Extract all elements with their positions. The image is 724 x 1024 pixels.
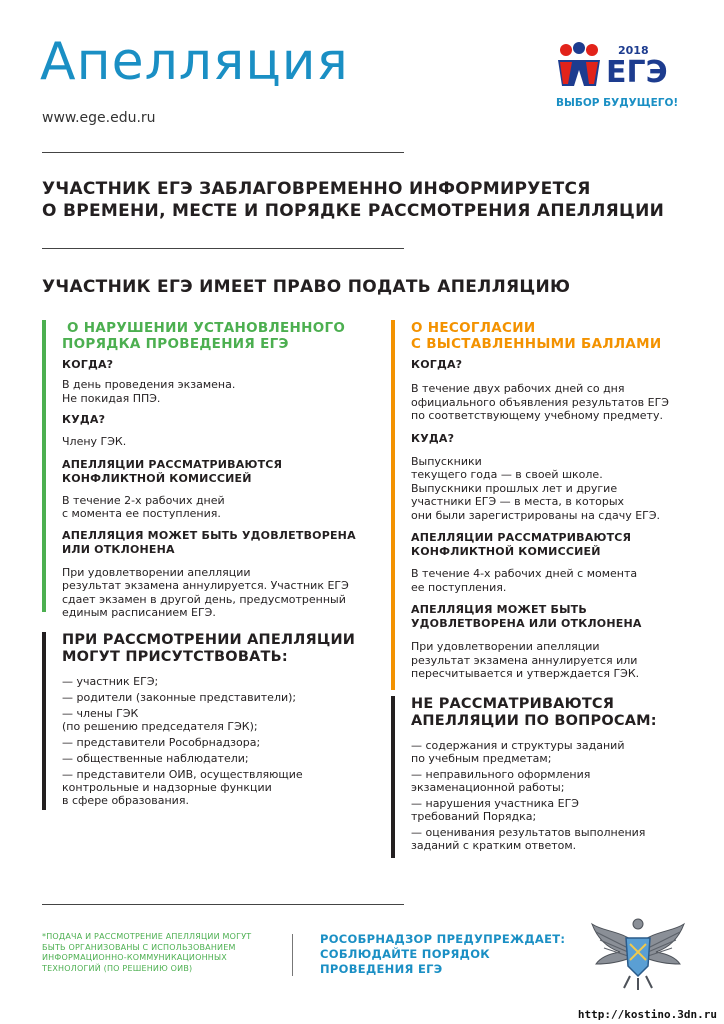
not-reviewed-section <box>411 696 711 852</box>
left-where-label: КУДА? <box>62 413 106 426</box>
ege-logo <box>556 40 686 112</box>
left-where-text: Члену ГЭК. <box>62 435 127 448</box>
page-title: Апелляция <box>40 32 349 92</box>
not-reviewed-accent-bar <box>391 696 395 858</box>
ict-footnote: *ПОДАЧА И РАССМОТРЕНИЕ АПЕЛЛЯЦИИ МОГУТ БЫТЬ ОРГАНИЗОВАНЫ С ИСПОЛЬЗОВАНИЕМ ИНФОРМАЦИОННО-КОММУНИКАЦИОННЫХ ТЕХНОЛОГИЙ (ПО РЕШЕНИЮ ОИВ) <box>42 932 252 973</box>
right-outcome-label: АПЕЛЛЯЦИЯ МОЖЕТ БЫТЬ УДОВЛЕТВОРЕНА ИЛИ ОТКЛОНЕНА <box>411 603 642 630</box>
info-heading: УЧАСТНИК ЕГЭ ЗАБЛАГОВРЕМЕННО ИНФОРМИРУЕТСЯ О ВРЕМЕНИ, МЕСТЕ И ПОРЯДКЕ РАССМОТРЕНИЯ АПЕЛЛЯЦИИ <box>42 179 665 221</box>
rosobrnadzor-emblem-icon <box>590 914 686 994</box>
score-title: О НЕСОГЛАСИИ С ВЫСТАВЛЕННЫМИ БАЛЛАМИ <box>411 320 662 352</box>
score-appeal-section <box>411 320 711 681</box>
left-outcome-text: При удовлетворении апелляции результат экзамена аннулируется. Участник ЕГЭ сдает экзамен в другой день, предусмотренный единым расписанием ЕГЭ. <box>62 565 349 619</box>
list-item: — неправильного оформления экзаменационной работы; <box>411 768 591 794</box>
right-accent-bar <box>391 320 395 690</box>
logo-brand: ЕГЭ <box>606 55 668 90</box>
footer-divider <box>42 904 404 905</box>
list-item: — нарушения участника ЕГЭ требований Порядка; <box>411 797 579 823</box>
attendees-section <box>62 632 362 807</box>
list-item: — представители Рособрнадзора; <box>62 736 261 749</box>
not-reviewed-title: НЕ РАССМАТРИВАЮТСЯ АПЕЛЛЯЦИИ ПО ВОПРОСАМ: <box>411 696 657 729</box>
right-when-label: КОГДА? <box>411 358 463 371</box>
right-heading: УЧАСТНИК ЕГЭ ИМЕЕТ ПРАВО ПОДАТЬ АПЕЛЛЯЦИЮ <box>42 277 571 297</box>
list-item: — оценивания результатов выполнения заданий с кратким ответом. <box>411 826 646 852</box>
watermark: http://kostino.3dn.ru <box>575 1007 720 1022</box>
list-item: — родители (законные представители); <box>62 691 297 704</box>
right-reviewed-text: В течение 4-х рабочих дней с момента ее поступления. <box>411 567 638 594</box>
left-accent-bar <box>42 320 46 612</box>
list-item: — содержания и структуры заданий по учебным предметам; <box>411 739 625 765</box>
footer-separator <box>292 934 293 976</box>
site-url[interactable]: www.ege.edu.ru <box>42 110 156 126</box>
attendees-title: ПРИ РАССМОТРЕНИИ АПЕЛЛЯЦИИ МОГУТ ПРИСУТСТВОВАТЬ: <box>62 632 356 665</box>
right-when-text: В течение двух рабочих дней со дня официального объявления результатов ЕГЭ по соответствующему учебному предмету. <box>411 382 669 422</box>
list-item: — участник ЕГЭ; <box>62 675 159 688</box>
list-item: — члены ГЭК (по решению председателя ГЭК); <box>62 707 258 733</box>
logo-slogan: ВЫБОР БУДУЩЕГО! <box>556 97 679 109</box>
left-when-text: В день проведения экзамена. Не покидая ППЭ. <box>62 378 236 405</box>
list-item: — представители ОИВ, осуществляющие контрольные и надзорные функции в сфере образования. <box>62 768 303 807</box>
right-reviewed-label: АПЕЛЛЯЦИИ РАССМАТРИВАЮТСЯ КОНФЛИКТНОЙ КОМИССИЕЙ <box>411 531 632 558</box>
left-outcome-label: АПЕЛЛЯЦИЯ МОЖЕТ БЫТЬ УДОВЛЕТВОРЕНА ИЛИ ОТКЛОНЕНА <box>62 528 356 556</box>
present-accent-bar <box>42 632 46 810</box>
divider-2 <box>42 248 404 249</box>
attendees-list <box>62 675 362 807</box>
not-reviewed-list <box>411 739 711 852</box>
right-where-text: Выпускники текущего года — в своей школе. Выпускники прошлых лет и другие участники ЕГЭ — в места, в которых они были зарегистрированы на сдачу ЕГЭ. <box>411 454 661 522</box>
violation-appeal-section <box>62 320 362 620</box>
list-item: — общественные наблюдатели; <box>62 752 249 765</box>
left-when-label: КОГДА? <box>62 358 114 371</box>
left-reviewed-label: АПЕЛЛЯЦИИ РАССМАТРИВАЮТСЯ КОНФЛИКТНОЙ КОМИССИЕЙ <box>62 457 283 485</box>
violation-title: О НАРУШЕНИИ УСТАНОВЛЕННОГО ПОРЯДКА ПРОВЕДЕНИЯ ЕГЭ <box>62 320 346 352</box>
left-reviewed-text: В течение 2-х рабочих дней с момента ее поступления. <box>62 493 225 520</box>
right-outcome-text: При удовлетворении апелляции результат экзамена аннулируется или пересчитывается и утверждается ГЭК. <box>411 640 640 680</box>
divider-1 <box>42 152 404 153</box>
logo-year: 2018 <box>618 44 649 57</box>
right-where-label: КУДА? <box>411 431 455 445</box>
rosobrnadzor-warning: РОСОБРНАДЗОР ПРЕДУПРЕЖДАЕТ: СОБЛЮДАЙТЕ ПОРЯДОК ПРОВЕДЕНИЯ ЕГЭ <box>320 932 566 976</box>
